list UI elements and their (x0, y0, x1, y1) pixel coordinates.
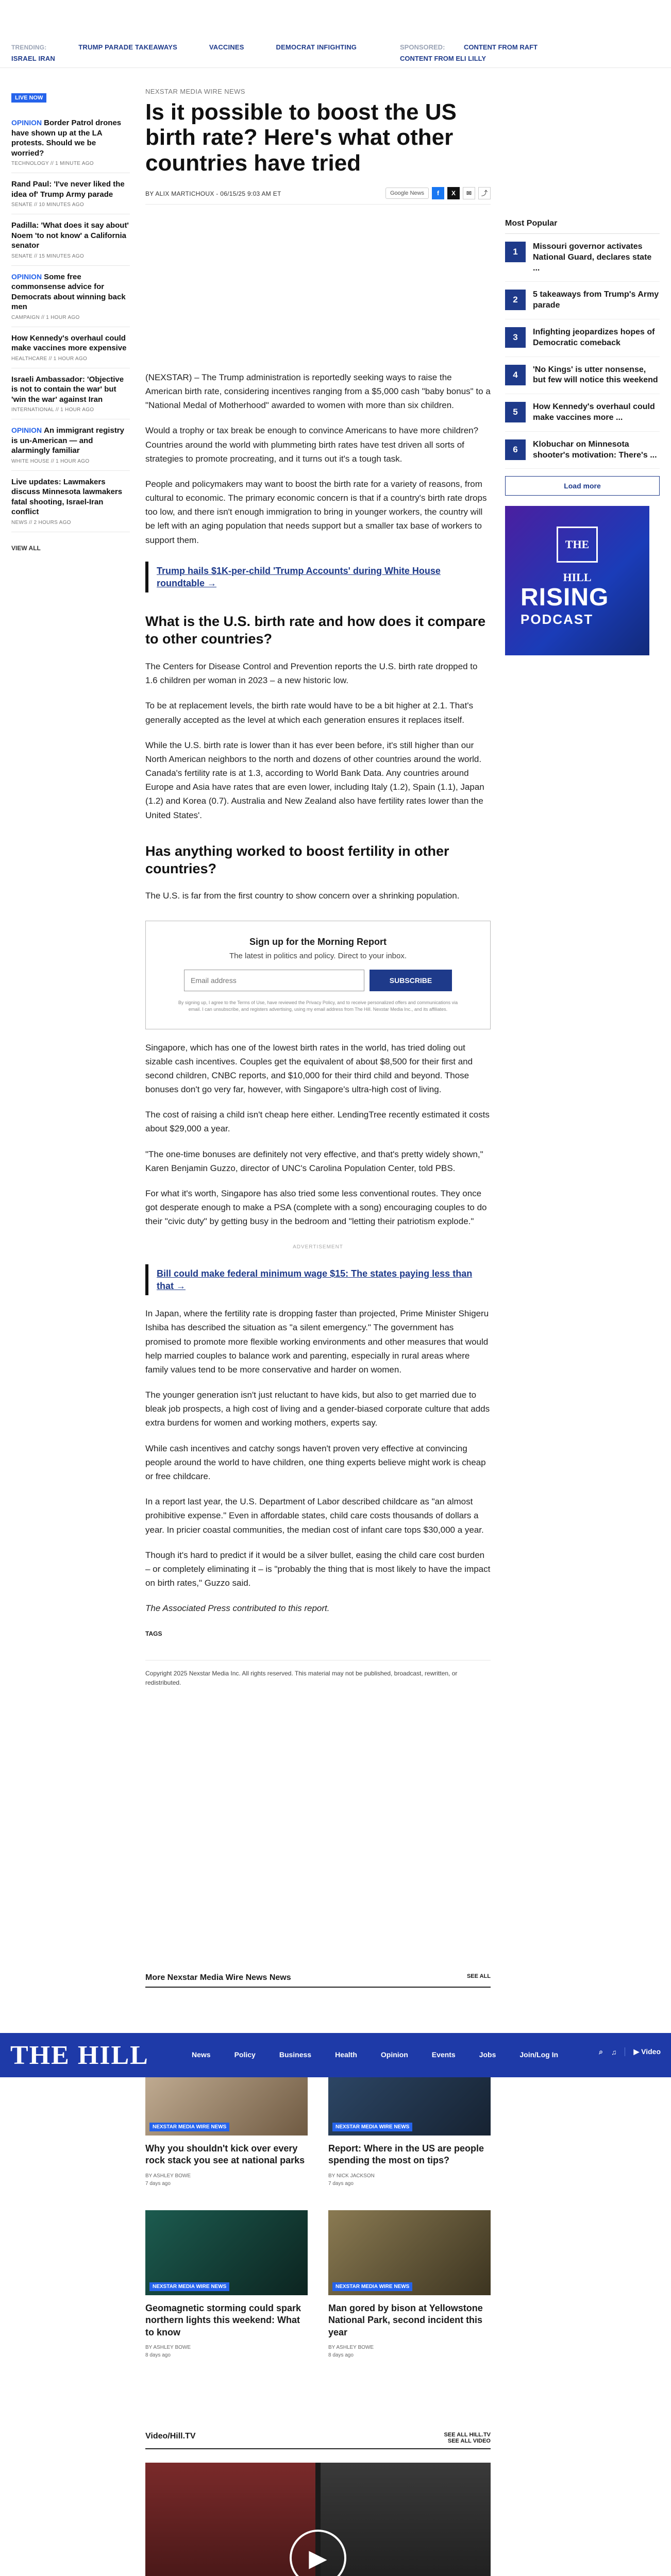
card-title[interactable]: Geomagnetic storming could spark northern lights this weekend: What to know (145, 2303, 301, 2337)
trending-item[interactable]: ISRAEL IRAN (11, 55, 56, 62)
left-rail-item-title[interactable] (11, 221, 130, 251)
email-input[interactable] (184, 970, 364, 991)
video-header (145, 2432, 491, 2449)
article-image-space (145, 205, 491, 359)
most-popular-title[interactable]: Klobuchar on Minnesota shooter's motivation: There's ... (533, 439, 657, 460)
trending-row (11, 43, 387, 51)
card-image (328, 2210, 491, 2295)
left-rail-item-text[interactable]: Live updates: Lawmakers discuss Minnesota lawmakers fatal shooting, Israel-Iran conflict (11, 477, 123, 516)
rank-number: 1 (505, 242, 526, 262)
nav-video-link[interactable]: ▶ Video (625, 2047, 661, 2056)
left-rail-item-text[interactable]: Israeli Ambassador: 'Objective is not to contain the war' but 'win the war' against Iran (11, 375, 124, 404)
most-popular-item[interactable] (505, 282, 660, 319)
left-rail-item-meta: WHITE HOUSE // 1 HOUR AGO (11, 458, 90, 464)
podcast-logo: THE HILL (557, 527, 598, 563)
search-icon[interactable]: ⌕ (599, 2047, 603, 2056)
newsletter-subtitle: The latest in politics and policy. Direct to your inbox. (229, 951, 407, 960)
left-rail-item-text[interactable]: Rand Paul: 'I've never liked the idea of' Trump Army parade (11, 180, 125, 199)
left-rail-item-title[interactable] (11, 179, 130, 199)
nav-item-news[interactable]: News (192, 2050, 211, 2059)
article-paragraph: "The one-time bonuses are definitely not very effective, and that's pretty widely shown," Karen Benjamin Guzzo, director of UNC's Carolina Population Center, told PBS. (145, 1149, 483, 1173)
card-tag: NEXSTAR MEDIA WIRE NEWS (149, 2282, 229, 2291)
news-card[interactable] (328, 2210, 491, 2358)
most-popular-title[interactable]: 5 takeaways from Trump's Army parade (533, 290, 659, 310)
article-subhead: Has anything worked to boost fertility in other countries? (145, 843, 449, 876)
left-rail-item-title[interactable] (11, 118, 130, 158)
email-icon[interactable]: ✉ (463, 187, 475, 199)
most-popular-item[interactable] (505, 432, 660, 469)
rank-number: 5 (505, 402, 526, 422)
card-time: 8 days ago (328, 2352, 354, 2359)
article-paragraph: Though it's hard to predict if it would be a silver bullet, easing the child care cost burden – or completely eliminating it – is "probably the thing that is most likely to have the impact on birth rates," Guzzo said. (145, 1550, 491, 1588)
trending-item[interactable]: DEMOCRAT INFIGHTING (276, 43, 357, 51)
related-link[interactable]: Trump hails $1K-per-child 'Trump Accounts' during White House roundtable → (145, 562, 491, 593)
rank-number: 2 (505, 290, 526, 310)
left-rail-item-meta: SENATE // 15 MINUTES AGO (11, 253, 84, 259)
share-icon[interactable]: ⤴ (478, 187, 491, 199)
article-paragraph: The younger generation isn't just reluctant to have kids, but also to get married due to bleak job prospects, a high cost of living and a gender-biased corporate culture that adds extra burdens for women and working mothers, experts say. (145, 1390, 490, 1428)
most-popular-item[interactable] (505, 319, 660, 357)
load-more-button[interactable]: Load more (505, 476, 660, 496)
left-rail-item-meta: TECHNOLOGY // 1 MINUTE AGO (11, 161, 94, 166)
nav-item-events[interactable]: Events (431, 2050, 456, 2059)
right-rail (505, 219, 660, 655)
article-paragraph: The cost of raising a child isn't cheap here either. LendingTree recently estimated it costs about $29,000 a year. (145, 1110, 490, 1134)
trending-item[interactable]: TRUMP PARADE TAKEAWAYS (78, 43, 178, 51)
sponsored-item[interactable]: CONTENT FROM ELI LILLY (400, 55, 487, 62)
video-section (145, 2432, 491, 2571)
article-paragraph: In a report last year, the U.S. Department of Labor described childcare as "an almost prohibitive expense." Even in affordable states, child care costs thousands of dollars a year. In pricier coastal communities, the median cost of infant care tops $30,000 a year. (145, 1497, 484, 1535)
left-rail-item[interactable] (11, 368, 130, 420)
most-popular-title[interactable]: How Kennedy's overhaul could make vaccines more ... (533, 402, 655, 422)
opinion-label: OPINION (11, 118, 42, 127)
live-badge[interactable]: LIVE NOW (11, 93, 46, 103)
nav-item-jobs[interactable]: Jobs (479, 2050, 496, 2059)
most-popular-title[interactable]: Missouri governor activates National Guard, declares state ... (533, 242, 652, 273)
left-rail-item[interactable] (11, 419, 130, 471)
card-tag: NEXSTAR MEDIA WIRE NEWS (332, 2282, 412, 2291)
nav-item-login[interactable]: Join/Log In (519, 2050, 559, 2059)
newsletter-fine-print: By signing up, I agree to the Terms of Use, have reviewed the Privacy Policy, and to receive personalized offers and communications via email. I can unsubscribe, and registers advertising, using my email address from The Hill. Nexstar Media Inc., and its affiliates. (178, 999, 458, 1012)
copyright: Copyright 2025 Nexstar Media Inc. All rights reserved. This material may not be published, broadcast, rewritten, or redistributed. (145, 1660, 491, 1687)
left-rail-item-meta: CAMPAIGN // 1 HOUR AGO (11, 314, 80, 320)
left-rail-item-meta: SENATE // 10 MINUTES AGO (11, 202, 84, 208)
trending-label: TRENDING: (11, 44, 47, 51)
left-rail-item-meta: HEALTHCARE // 1 HOUR AGO (11, 355, 88, 362)
nav-item-health[interactable]: Health (335, 2050, 357, 2059)
podcast-sub: PODCAST (521, 612, 594, 628)
card-time: 8 days ago (145, 2352, 171, 2359)
most-popular-item[interactable] (505, 357, 660, 395)
article-paragraph: While cash incentives and catchy songs haven't proven very effective at convincing people around the world to have children, one thing experts believe might work is cheap or free childcare. (145, 1443, 486, 1482)
sponsored-item[interactable]: CONTENT FROM RAFT (464, 43, 538, 51)
left-rail-item-text[interactable]: Some free commonsense advice for Democrats about winning back men (11, 272, 126, 311)
sponsored-label: SPONSORED: (400, 43, 445, 51)
article-paragraph: While the U.S. birth rate is lower than it has ever been before, it's still higher than our North American neighbors to the north and dozens of other countries around the world. Canada's fertility rate is at 1.3, according to World Bank Data. Any countries around Europe and Asia have rates that are even lower, including Italy (1.2), Spain (1.1), Japan (1.2) and Korea (0.7). Australia and New Zealand also have fertility rates lower than the United States'. (145, 740, 484, 820)
most-popular-item[interactable] (505, 234, 660, 282)
nav-item-opinion[interactable]: Opinion (380, 2050, 408, 2059)
left-rail-item-text[interactable]: Border Patrol drones have shown up at the LA protests. Should we be worried? (11, 118, 122, 158)
view-all-link[interactable]: VIEW ALL (11, 544, 41, 552)
subscribe-button[interactable]: SUBSCRIBE (370, 970, 452, 991)
trending-row-2 (11, 55, 85, 62)
card-title[interactable]: Why you shouldn't kick over every rock stack you see at national parks (145, 2143, 305, 2166)
opinion-label: OPINION (11, 272, 42, 281)
most-popular-list (505, 234, 660, 469)
byline-row (145, 184, 491, 205)
facebook-icon[interactable]: f (432, 187, 444, 199)
left-rail-item-title[interactable] (11, 272, 130, 312)
left-rail-item-title[interactable] (11, 426, 130, 456)
trending-bar (0, 0, 671, 68)
left-rail (11, 93, 130, 552)
card-title[interactable]: Report: Where in the US are people spending the most on tips? (328, 2143, 484, 2166)
left-rail-item[interactable] (11, 266, 130, 327)
newsletter-form (177, 970, 459, 991)
article-paragraph: For what it's worth, Singapore has also tried some less conventional routes. They once got desperate enough to make a PSA (complete with a song) encouraging couples to do their "civic duty" by getting busy in the bedroom and "letting their patriotism explode." (145, 1189, 487, 1227)
podcast-ad[interactable] (505, 506, 649, 655)
share-bar (385, 187, 491, 199)
x-icon[interactable]: X (447, 187, 460, 199)
podcast-name: RISING (521, 584, 609, 612)
tags-label: TAGS (145, 1630, 162, 1637)
left-rail-item[interactable] (11, 327, 130, 368)
card-byline: BY ASHLEY BOWE (145, 2173, 191, 2179)
most-popular-item[interactable] (505, 394, 660, 432)
trending-item[interactable]: VACCINES (209, 43, 244, 51)
nav-video-label: Video (641, 2047, 661, 2056)
left-rail-list (11, 112, 130, 532)
most-popular-title: Most Popular (505, 219, 660, 234)
left-rail-item-text[interactable]: Padilla: 'What does it say about' Noem 'to not know' a California senator (11, 221, 129, 250)
news-card[interactable] (145, 2210, 308, 2358)
see-all-hilltv-link[interactable]: SEE ALL HILL.TV (444, 2432, 491, 2438)
left-rail-item[interactable] (11, 112, 130, 173)
article-kicker[interactable]: NEXSTAR MEDIA WIRE NEWS (145, 88, 245, 95)
card-byline: BY NICK JACKSON (328, 2173, 375, 2179)
rank-number: 6 (505, 439, 526, 460)
article-paragraph: To be at replacement levels, the birth rate would have to be a bit higher at 2.1. That's generally accepted as the level at which each generation ensures it replaces itself. (145, 701, 474, 725)
card-image (145, 2210, 308, 2295)
rank-number: 3 (505, 327, 526, 348)
most-popular-title[interactable]: 'No Kings' is utter nonsense, but few will notice this weekend (533, 365, 658, 385)
related-link[interactable]: Bill could make federal minimum wage $15: The states paying less than that → (145, 1264, 491, 1296)
article-paragraph: The U.S. is far from the first country to show concern over a shrinking population. (145, 891, 460, 901)
nav-item-policy[interactable]: Policy (234, 2050, 256, 2059)
card-time: 7 days ago (328, 2180, 354, 2187)
left-rail-item-title[interactable] (11, 333, 130, 353)
article-paragraph: In Japan, where the fertility rate is dropping faster than projected, Prime Minister Shigeru Ishiba has described the situation as "a silent emergency." The government has promised to promote more flexible working environments and other measures that would help married couples to balance work and parenting, especially in rural areas where family values tend to be more conservative and harder on women. (145, 1309, 489, 1375)
byline: BY ALIX MARTICHOUX - 06/15/25 9:03 AM ET (145, 190, 281, 197)
article (145, 88, 491, 1687)
article-paragraph: The Centers for Disease Control and Prevention reports the U.S. birth rate dropped to 1.6 children per woman in 2023 – a new historic low. (145, 661, 478, 686)
left-rail-item[interactable] (11, 214, 130, 266)
ad-label: ADVERTISEMENT (293, 1244, 343, 1250)
article-paragraph: Singapore, which has one of the lowest birth rates in the world, has tried doling out sizable cash incentives. Couples get the equivalent of about $8,500 for their first and second children, CNBC reports, and $10,000 for their third child and beyond. Those bonuses don't go very far, however, with Singapore's ultra-high cost of living. (145, 1042, 473, 1095)
card-byline: BY ASHLEY BOWE (328, 2345, 374, 2351)
left-rail-item[interactable] (11, 471, 130, 532)
article-paragraph: (NEXSTAR) – The Trump administration is reportedly seeking ways to raise the American birth rate, considering incentives ranging from a $5,000 cash "baby bonus" to a "National Medal of Motherhood" awarded to women with more than six children. (145, 372, 491, 411)
video-section-title: Video/Hill.TV (145, 2432, 196, 2441)
notification-icon[interactable]: ♫ (611, 2047, 617, 2056)
card-title[interactable]: Man gored by bison at Yellowstone National Park, second incident this year (328, 2303, 483, 2337)
see-all-video-link[interactable]: SEE ALL VIDEO (447, 2438, 491, 2444)
google-news-button[interactable]: Google News (385, 188, 429, 199)
most-popular-title[interactable]: Infighting jeopardizes hopes of Democratic comeback (533, 327, 655, 347)
left-rail-item-title[interactable] (11, 375, 130, 405)
card-time: 7 days ago (145, 2180, 171, 2187)
card-tag: NEXSTAR MEDIA WIRE NEWS (332, 2123, 412, 2131)
newsletter-title: Sign up for the Morning Report (249, 936, 387, 947)
site-logo[interactable]: THE HILL (10, 2041, 149, 2070)
left-rail-item-text[interactable]: An immigrant registry is un-American — and alarmingly familiar (11, 426, 124, 455)
video-player[interactable] (145, 2463, 491, 2576)
see-all-link[interactable]: SEE ALL (466, 1973, 491, 1979)
article-paragraph: People and policymakers may want to boost the birth rate for a variety of reasons, from cultural to economic. The primary economic concern is that if a country's birth rate drops too low, and there isn't enough immigration to bring in younger workers, the country will be left with an aging population that needs support but a smaller tax base of workers to support them. (145, 479, 487, 545)
rank-number: 4 (505, 365, 526, 385)
more-news-title: More Nexstar Media Wire News News (145, 1973, 291, 1982)
card-byline: BY ASHLEY BOWE (145, 2345, 191, 2351)
nav-item-business[interactable]: Business (279, 2050, 312, 2059)
article-subhead: What is the U.S. birth rate and how does it compare to other countries? (145, 614, 486, 647)
article-credit: The Associated Press contributed to this report. (145, 1603, 330, 1614)
left-rail-item-meta: NEWS // 2 HOURS AGO (11, 519, 71, 526)
more-news-header (145, 1973, 491, 1988)
main-nav (0, 2033, 671, 2077)
left-rail-item-meta: INTERNATIONAL // 1 HOUR AGO (11, 407, 94, 413)
play-icon[interactable]: ▶ (290, 2530, 346, 2576)
left-rail-item-title[interactable] (11, 477, 130, 517)
nav-items (192, 2050, 558, 2059)
article-headline: Is it possible to boost the US birth rate? Here's what other countries have tried (145, 99, 457, 176)
newsletter-signup (145, 921, 491, 1029)
opinion-label: OPINION (11, 426, 42, 434)
nav-icons (599, 2047, 661, 2056)
article-paragraph: Would a trophy or tax break be enough to convince Americans to have more children? Countries around the world with plummeting birth rates have test driven all sorts of strategies to promote procreating, and it turns out it's a tough task. (145, 426, 479, 464)
left-rail-item-text[interactable]: How Kennedy's overhaul could make vaccines more expensive (11, 333, 127, 352)
card-tag: NEXSTAR MEDIA WIRE NEWS (149, 2123, 229, 2131)
left-rail-item[interactable] (11, 173, 130, 214)
